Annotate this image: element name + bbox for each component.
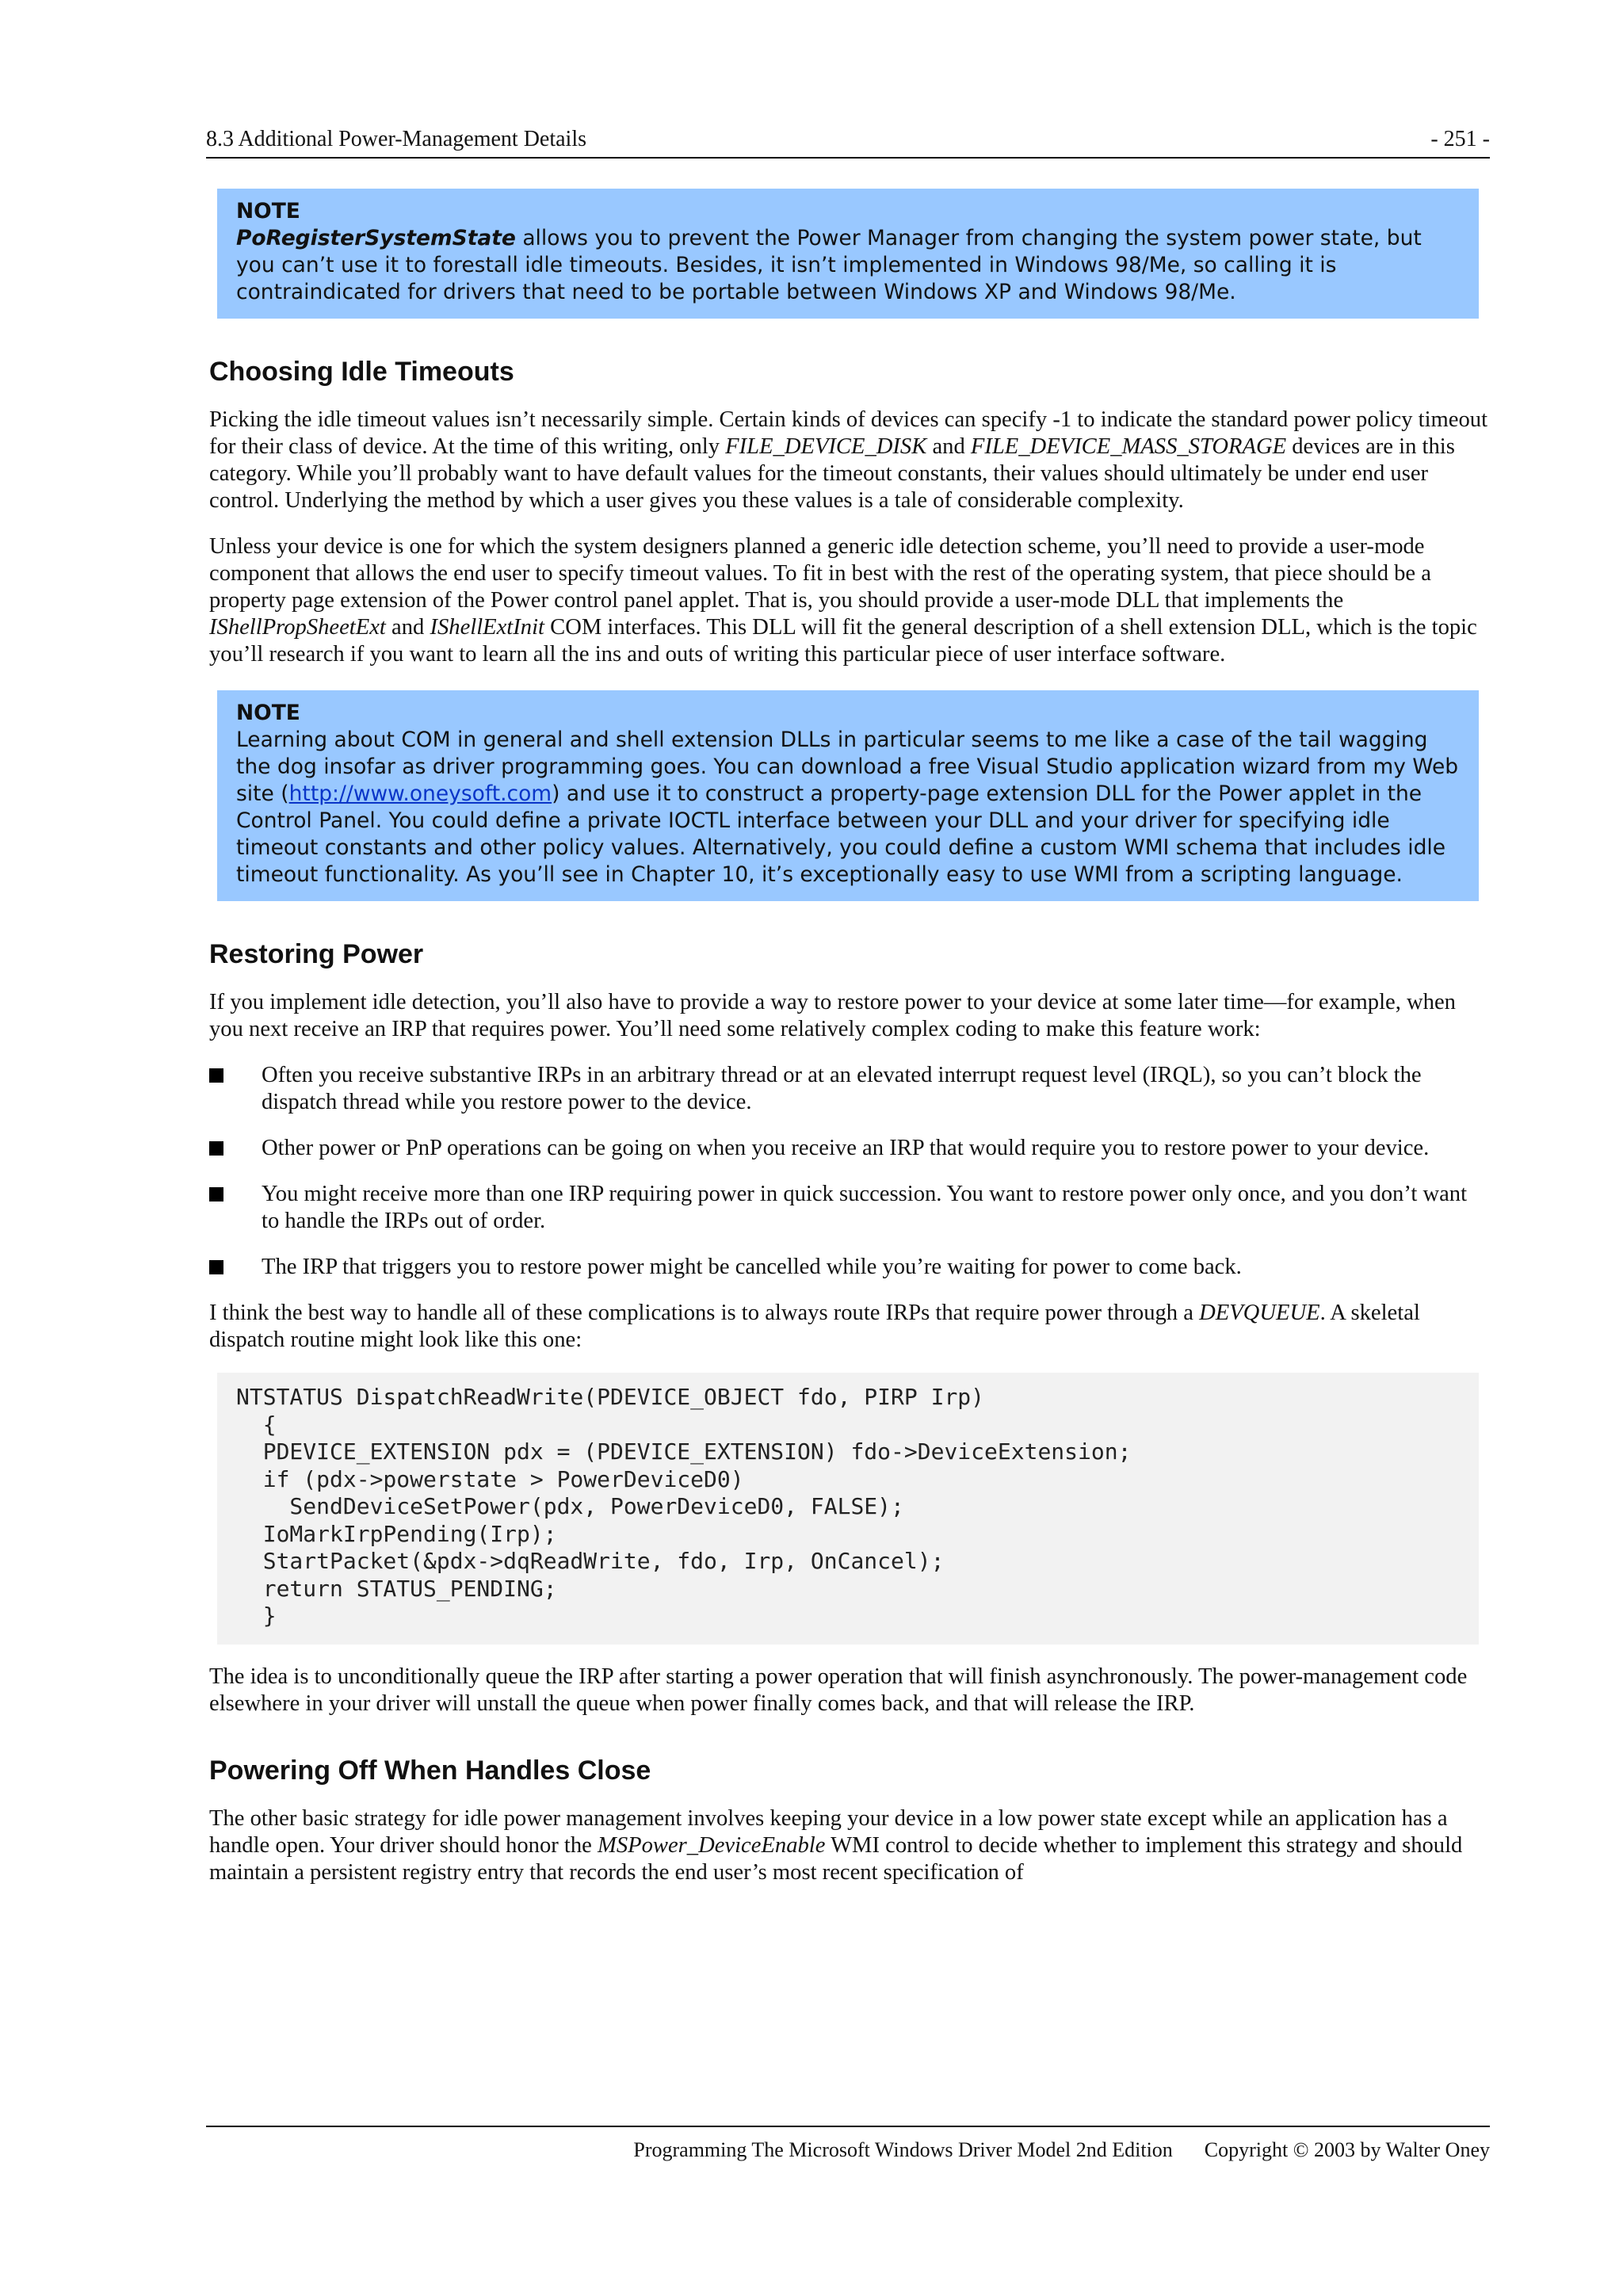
note-label: NOTE xyxy=(236,199,300,223)
note-label: NOTE xyxy=(236,701,300,725)
list-item: Often you receive substantive IRPs in an arbitrary thread or at an elevated interrupt request level (IRQL), so you can’t block the dispatch thread while you restore power to the device. xyxy=(206,1062,1490,1116)
book-title: Programming The Microsoft Windows Driver Model 2nd Edition xyxy=(633,2138,1173,2161)
oneysoft-link[interactable]: http://www.oneysoft.com xyxy=(288,781,552,806)
section-title: 8.3 Additional Power-Management Details xyxy=(206,127,587,151)
page-footer xyxy=(206,2126,1490,2162)
paragraph: The idea is to unconditionally queue the IRP after starting a power operation that will finish asynchronously. The power-management code elsewhere in your driver will unstall the queue when power finally comes back, and that will release the IRP. xyxy=(209,1664,1468,1716)
list-item: Other power or PnP operations can be going on when you receive an IRP that would require you to restore power to your device. xyxy=(206,1135,1490,1162)
bullet-list xyxy=(206,1062,1490,1281)
page-number: - 251 - xyxy=(1430,127,1490,151)
bullet-square-icon xyxy=(209,1141,223,1156)
list-item: You might receive more than one IRP requiring power in quick succession. You want to restore power only once, and you don’t want to handle the IRPs out of order. xyxy=(206,1181,1490,1235)
list-item: The IRP that triggers you to restore power might be cancelled while you’re waiting for power to come back. xyxy=(206,1254,1490,1281)
page xyxy=(206,127,1490,1886)
copyright: Copyright © 2003 by Walter Oney xyxy=(1204,2138,1490,2161)
note-box-2: NOTE Learning about COM in general and shell extension DLLs in particular seems to me like a case of the tail wagging the dog insofar as driver programming goes. You can download a free Visual Studio application wizard from my Web site (http://www.oneysoft.com) and use it to construct a property-page extension DLL for the Power applet in the Control Panel. You could define a private IOCTL interface between your DLL and your driver for specifying idle timeout constants and other policy values. Alternatively, you could define a custom WMI schema that includes idle timeout functionality. As you’ll see in Chapter 10, it’s exceptionally easy to use WMI from a scripting language. xyxy=(217,690,1479,901)
bullet-square-icon xyxy=(209,1260,223,1274)
page-header xyxy=(206,127,1490,159)
note-text: allows you to prevent the Power Manager from changing the system power state, but you can’t use it to forestall idle timeouts. Besides, it isn’t implemented in Windows 98/Me, so calling it is contraindicated for drivers that need to be portable between Windows XP and Windows 98/Me. xyxy=(236,226,1422,304)
paragraph: I think the best way to handle all of these complications is to always route IRPs that require power through a DEVQUEUE. A skeletal dispatch routine might look like this one: xyxy=(209,1301,1420,1352)
paragraph: Picking the idle timeout values isn’t necessarily simple. Certain kinds of devices can specify -1 to indicate the standard power policy timeout for their class of device. At the time of this writing, only FILE_DEVICE_DISK and FILE_DEVICE_MASS_STORAGE devices are in this category. While you’ll probably want to have default values for the timeout constants, their values should ultimately be under end user control. Underlying the method by which a user gives you these values is a tale of considerable complexity. xyxy=(209,407,1488,513)
heading-powering-off: Powering Off When Handles Close xyxy=(209,1755,651,1786)
bullet-square-icon xyxy=(209,1187,223,1201)
paragraph: Unless your device is one for which the system designers planned a generic idle detection scheme, you’ll need to provide a user-mode component that allows the end user to specify timeout values. To fit in best with the rest of the operating system, that piece should be a property page extension of the Power control panel applet. That is, you should provide a user-mode DLL that implements the IShellPropSheetExt and IShellExtInit COM interfaces. This DLL will fit the general description of a shell extension DLL, which is the topic you’ll research if you want to learn all the ins and outs of writing this particular piece of user interface software. xyxy=(209,534,1477,667)
code-block: NTSTATUS DispatchReadWrite(PDEVICE_OBJECT fdo, PIRP Irp) { PDEVICE_EXTENSION pdx = (PDEVICE_EXTENSION) fdo->DeviceExtension; if (pdx->powerstate > PowerDeviceD0) SendDeviceSetPower(pdx, PowerDeviceD0, FALSE); IoMarkIrpPending(Irp); StartPacket(&pdx->dqReadWrite, fdo, Irp, OnCancel); return STATUS_PENDING; } xyxy=(217,1373,1479,1645)
note-term: PoRegisterSystemState xyxy=(236,226,516,250)
paragraph: The other basic strategy for idle power management involves keeping your device in a low power state except while an application has a handle open. Your driver should honor the MSPower_DeviceEnable WMI control to decide whether to implement this strategy and should maintain a persistent registry entry that records the end user’s most recent specification of xyxy=(209,1805,1463,1885)
heading-choosing-idle-timeouts: Choosing Idle Timeouts xyxy=(209,357,514,387)
bullet-square-icon xyxy=(209,1068,223,1083)
heading-restoring-power: Restoring Power xyxy=(209,939,424,969)
note-box-1 xyxy=(217,189,1479,319)
paragraph: If you implement idle detection, you’ll also have to provide a way to restore power to your device at some later time—for example, when you next receive an IRP that requires power. You’ll need some relatively complex coding to make this feature work: xyxy=(209,990,1456,1041)
